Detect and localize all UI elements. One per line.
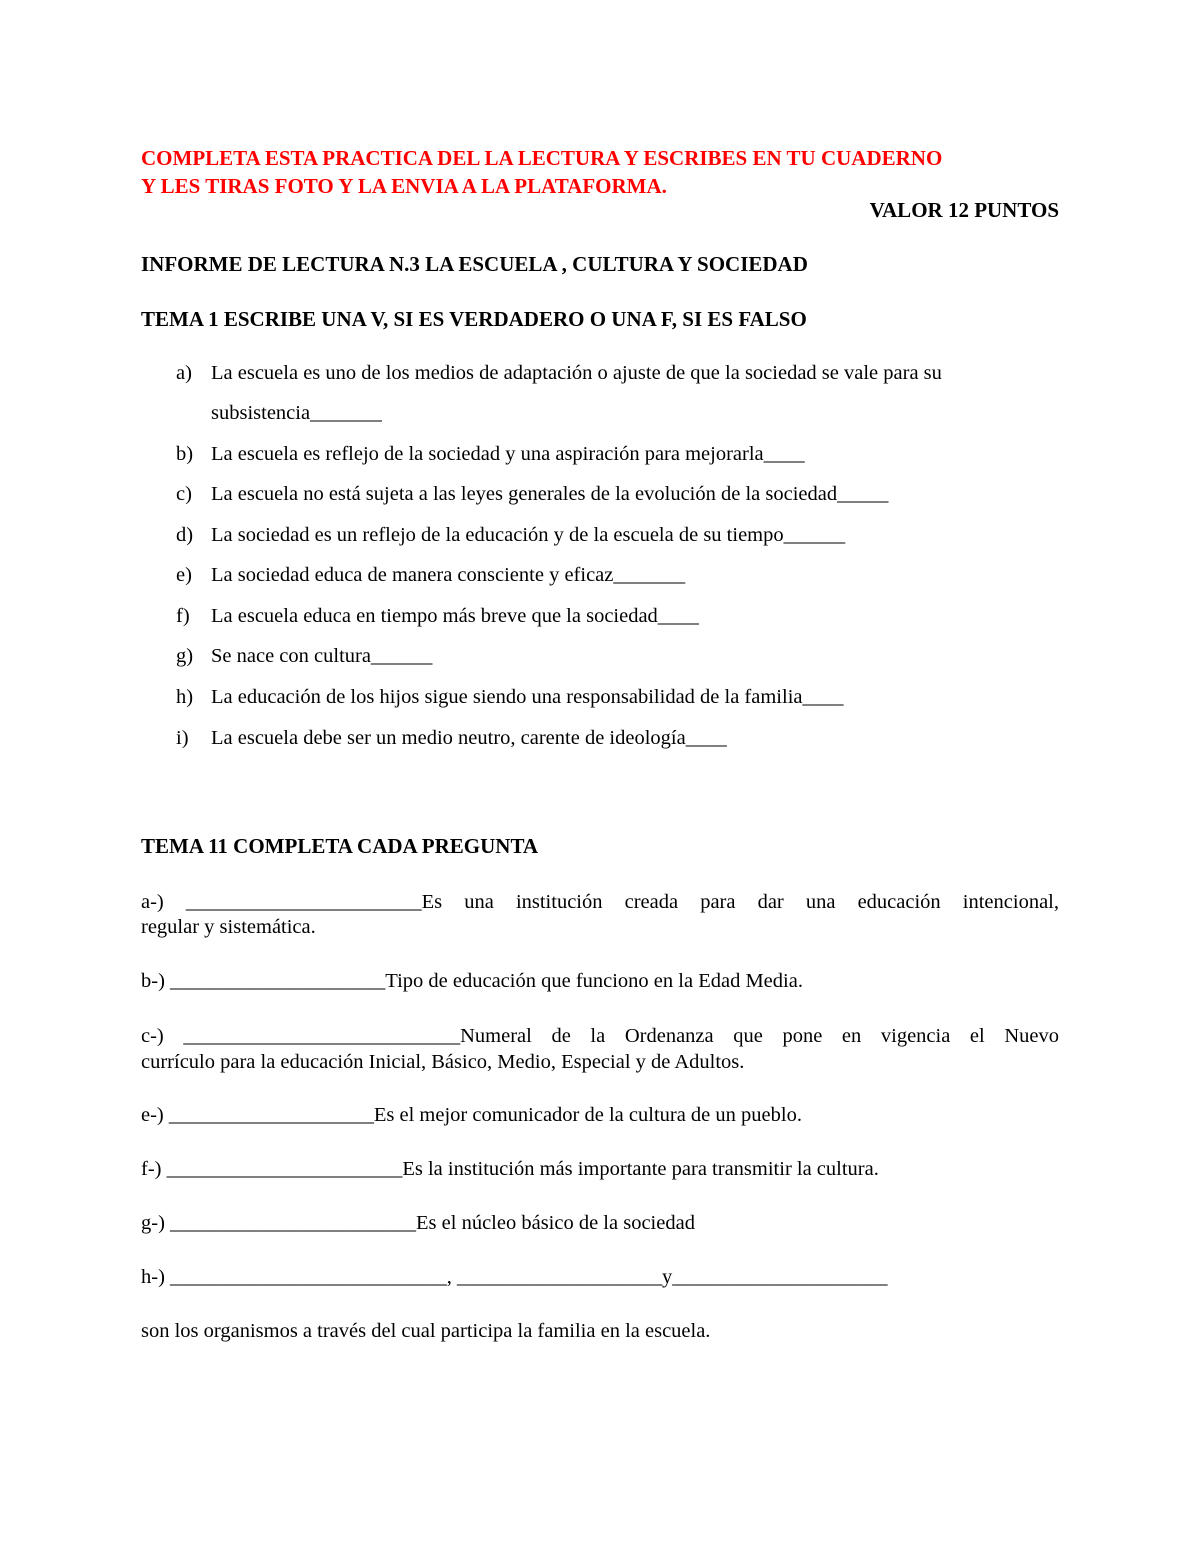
question-h-continued: son los organismos a través del cual participa la familia en la escuela. bbox=[141, 1320, 711, 1342]
list-item-text: La escuela debe ser un medio neutro, carente de ideología____ bbox=[211, 727, 727, 749]
list-item-letter: i) bbox=[176, 727, 189, 749]
list-item-text: La educación de los hijos sigue siendo una responsabilidad de la familia____ bbox=[211, 686, 844, 708]
list-item-text: La sociedad educa de manera consciente y eficaz_______ bbox=[211, 564, 686, 586]
question-text-continued: regular y sistemática. bbox=[141, 916, 316, 938]
list-item-letter: e) bbox=[176, 564, 192, 586]
tema1-title: TEMA 1 ESCRIBE UNA V, SI ES VERDADERO O UNA F, SI ES FALSO bbox=[141, 307, 807, 331]
list-item-text: La sociedad es un reflejo de la educación y de la escuela de su tiempo______ bbox=[211, 524, 846, 546]
list-item-text: La escuela es uno de los medios de adaptación o ajuste de que la sociedad se vale para su bbox=[211, 362, 942, 384]
question-e: e-) ____________________Es el mejor comunicador de la cultura de un pueblo. bbox=[141, 1104, 802, 1126]
list-item-text: La escuela es reflejo de la sociedad y una aspiración para mejorarla____ bbox=[211, 443, 805, 465]
list-item-letter: a) bbox=[176, 362, 192, 384]
question-f: f-) _______________________Es la institución más importante para transmitir la cultura. bbox=[141, 1158, 879, 1180]
list-item-text-continued: subsistencia_______ bbox=[211, 402, 382, 424]
list-item-letter: g) bbox=[176, 645, 194, 667]
list-item-letter: f) bbox=[176, 605, 190, 627]
question-h: h-) ___________________________, ____________________y_____________________ bbox=[141, 1266, 888, 1288]
list-item-text: La escuela no está sujeta a las leyes generales de la evolución de la sociedad_____ bbox=[211, 483, 889, 505]
list-item-letter: d) bbox=[176, 524, 194, 546]
list-item-letter: b) bbox=[176, 443, 194, 465]
list-item-letter: c) bbox=[176, 483, 192, 505]
tema2-title: TEMA 11 COMPLETA CADA PREGUNTA bbox=[141, 834, 539, 858]
points-value: VALOR 12 PUNTOS bbox=[869, 198, 1059, 222]
question-text: c-) ___________________________Numeral de la Ordenanza que pone en vigencia el Nuevo bbox=[141, 1025, 1059, 1047]
question-text: a-) _______________________Es una institución creada para dar una educación intencional, bbox=[141, 891, 1059, 913]
list-item-letter: h) bbox=[176, 686, 194, 708]
report-title: INFORME DE LECTURA N.3 LA ESCUELA , CULTURA Y SOCIEDAD bbox=[141, 252, 808, 276]
list-item-text: La escuela educa en tiempo más breve que la sociedad____ bbox=[211, 605, 699, 627]
instruction-header bbox=[141, 144, 1059, 200]
question-text-continued: currículo para la educación Inicial, Básico, Medio, Especial y de Adultos. bbox=[141, 1051, 745, 1073]
question-g: g-) ________________________Es el núcleo básico de la sociedad bbox=[141, 1212, 695, 1234]
instruction-line-1: COMPLETA ESTA PRACTICA DEL LA LECTURA Y ESCRIBES EN TU CUADERNO bbox=[141, 146, 943, 170]
question-b: b-) _____________________Tipo de educación que funciono en la Edad Media. bbox=[141, 970, 803, 992]
instruction-line-2: Y LES TIRAS FOTO Y LA ENVIA A LA PLATAFORMA. bbox=[141, 174, 667, 198]
list-item-text: Se nace con cultura______ bbox=[211, 645, 433, 667]
